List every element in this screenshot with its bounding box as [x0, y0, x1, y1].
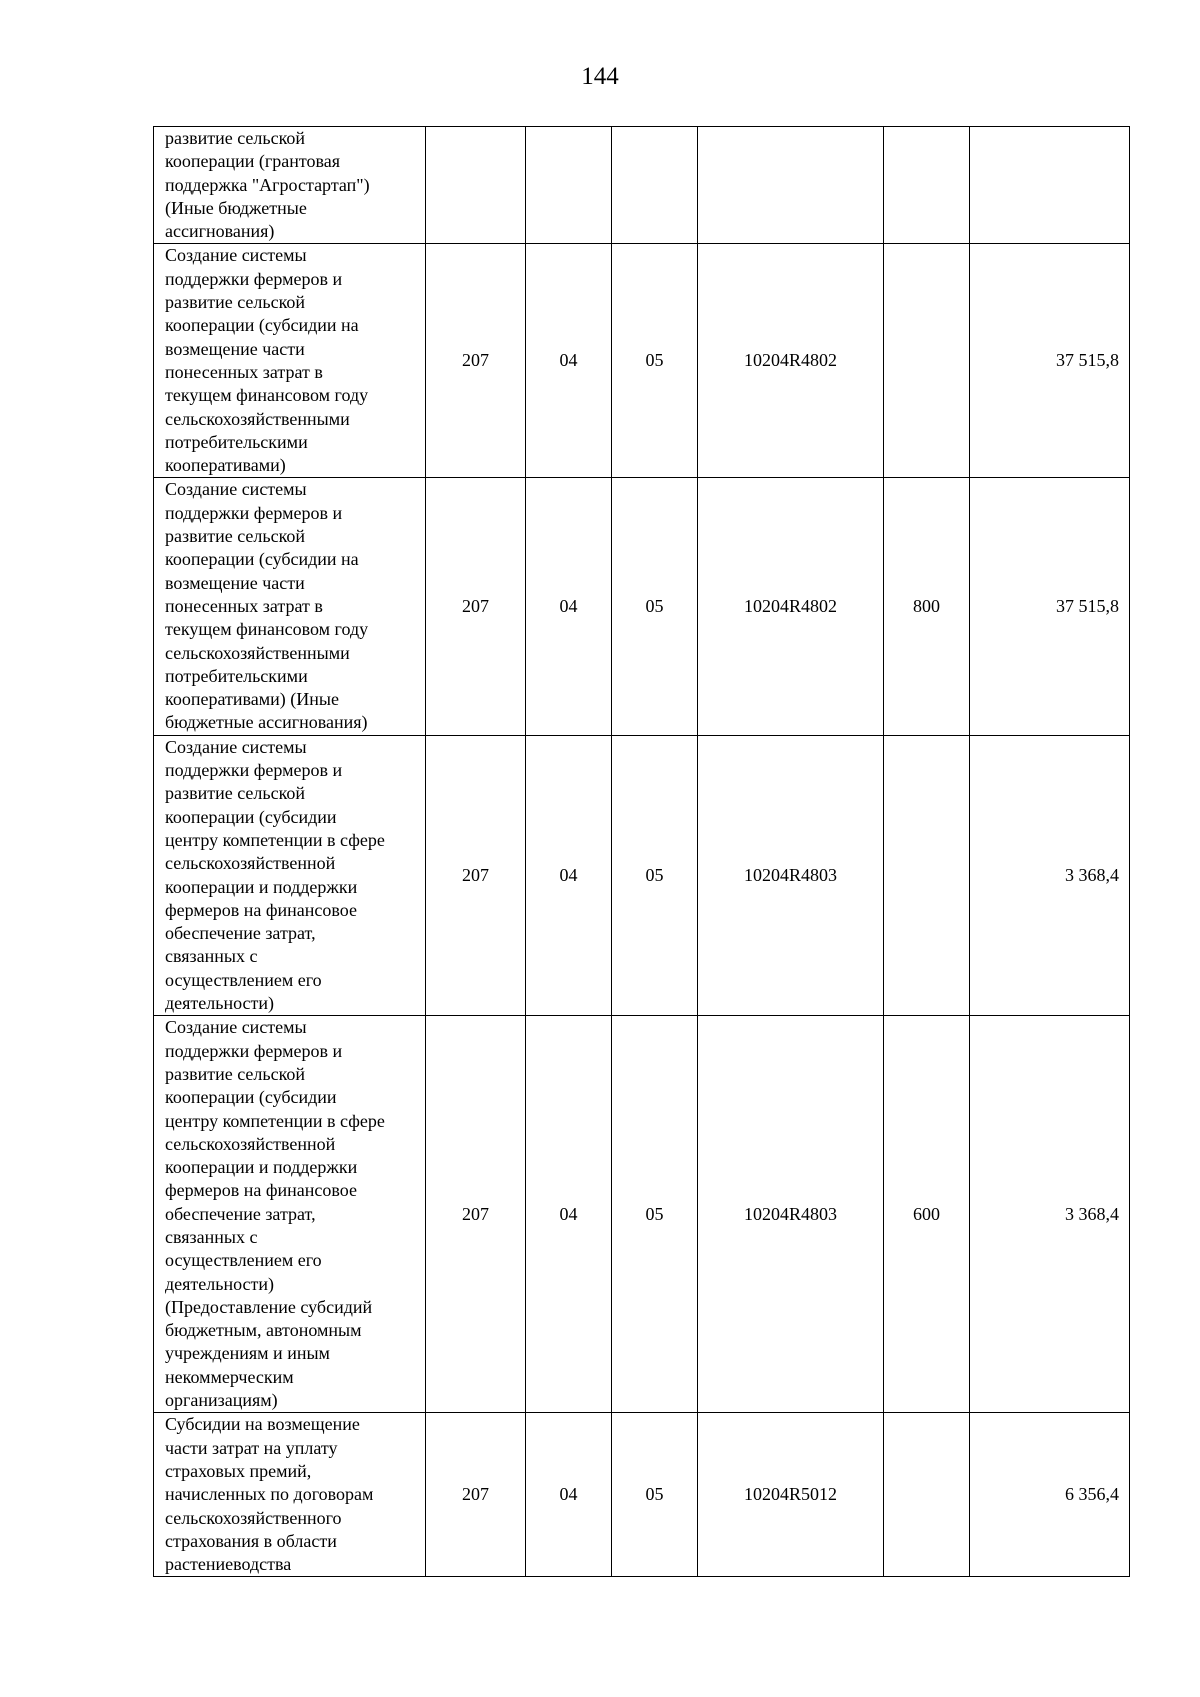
- target-article-cell: 10204R4802: [698, 478, 884, 735]
- ministry-cell: 207: [426, 735, 526, 1016]
- row-description-cell: [154, 127, 426, 244]
- amount-cell: [970, 127, 1130, 244]
- expense-type-cell: [884, 735, 970, 1016]
- ministry-cell: 207: [426, 1016, 526, 1413]
- amount-cell: 6 356,4: [970, 1413, 1130, 1577]
- row-description-cell: [154, 735, 426, 1016]
- target-article-cell: [698, 127, 884, 244]
- section-cell: 04: [526, 735, 612, 1016]
- row-description: Создание системы поддержки фермеров и развитие сельской кооперации (субсидии на возмещение части понесенных затрат в текущем финансовом году сельскохозяйственными потребительскими кооперативами): [165, 245, 369, 476]
- row-description-cell: [154, 1413, 426, 1577]
- row-description: Создание системы поддержки фермеров и развитие сельской кооперации (субсидии центру компетенции в сфере сельскохозяйственной кооперации и поддержки фермеров на финансовое обеспечение затрат, связанных с осуществлением его деятельности): [165, 736, 385, 1014]
- row-description-cell: [154, 244, 426, 478]
- amount-cell: 37 515,8: [970, 244, 1130, 478]
- section-cell: [526, 127, 612, 244]
- table-row: [154, 735, 1130, 1016]
- amount-cell: 3 368,4: [970, 1016, 1130, 1413]
- budget-table: [153, 126, 1130, 1577]
- expense-type-cell: [884, 127, 970, 244]
- table-row: [154, 1413, 1130, 1577]
- ministry-cell: 207: [426, 1413, 526, 1577]
- ministry-cell: [426, 127, 526, 244]
- ministry-cell: 207: [426, 478, 526, 735]
- page-number: 144: [581, 63, 619, 90]
- section-cell: 04: [526, 244, 612, 478]
- row-description-cell: [154, 478, 426, 735]
- subsection-cell: 05: [612, 1413, 698, 1577]
- expense-type-cell: 800: [884, 478, 970, 735]
- amount-cell: 3 368,4: [970, 735, 1130, 1016]
- target-article-cell: 10204R5012: [698, 1413, 884, 1577]
- target-article-cell: 10204R4803: [698, 735, 884, 1016]
- subsection-cell: 05: [612, 1016, 698, 1413]
- row-description: Создание системы поддержки фермеров и развитие сельской кооперации (субсидии центру компетенции в сфере сельскохозяйственной кооперации и поддержки фермеров на финансовое обеспечение затрат, связанных с осуществлением его деятельности) (Предоставление субсидий бюджетным, автономным учреждениям и иным некоммерческим организациям): [165, 1017, 385, 1411]
- row-description: развитие сельской кооперации (грантовая поддержка "Агростартап") (Иные бюджетные ассигнования): [165, 128, 370, 242]
- subsection-cell: 05: [612, 478, 698, 735]
- target-article-cell: 10204R4802: [698, 244, 884, 478]
- expense-type-cell: [884, 244, 970, 478]
- amount-cell: 37 515,8: [970, 478, 1130, 735]
- row-description: Создание системы поддержки фермеров и развитие сельской кооперации (субсидии на возмещение части понесенных затрат в текущем финансовом году сельскохозяйственными потребительскими кооперативами) (Иные бюджетные ассигнования): [165, 479, 369, 733]
- table-row: [154, 244, 1130, 478]
- row-description-cell: [154, 1016, 426, 1413]
- expense-type-cell: [884, 1413, 970, 1577]
- row-description: Субсидии на возмещение части затрат на уплату страховых премий, начисленных по договорам сельскохозяйственного страхования в области растениеводства: [165, 1414, 374, 1575]
- section-cell: 04: [526, 1413, 612, 1577]
- subsection-cell: [612, 127, 698, 244]
- expense-type-cell: 600: [884, 1016, 970, 1413]
- section-cell: 04: [526, 478, 612, 735]
- subsection-cell: 05: [612, 244, 698, 478]
- target-article-cell: 10204R4803: [698, 1016, 884, 1413]
- table-row: [154, 127, 1130, 244]
- ministry-cell: 207: [426, 244, 526, 478]
- subsection-cell: 05: [612, 735, 698, 1016]
- section-cell: 04: [526, 1016, 612, 1413]
- table-row: [154, 478, 1130, 735]
- table-row: [154, 1016, 1130, 1413]
